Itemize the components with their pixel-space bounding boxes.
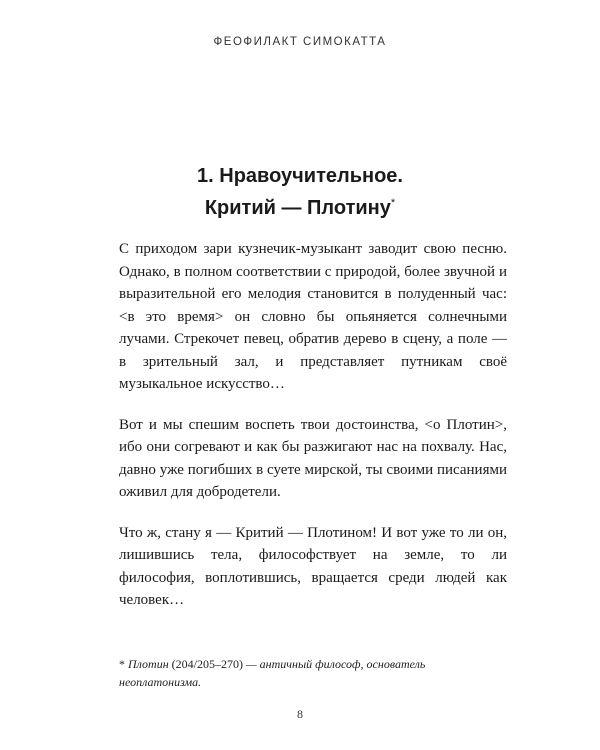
- chapter-title: [0, 163, 600, 222]
- chapter-title-line-2: [0, 190, 600, 222]
- footnote-marker: *: [119, 657, 125, 671]
- footnote-name: Плотин: [128, 657, 169, 671]
- body-text: [119, 238, 507, 630]
- page-number: 8: [297, 707, 303, 721]
- running-head: ФЕОФИЛАКТ СИМОКАТТА: [213, 36, 387, 48]
- paragraph-1: С приходом зари кузнечик-музыкант заводит свою песню. Однако, в полном соответствии с природой, более звучной и выразительной его мелодия становится в полуденный час: <в это время> он словно бы опьяняется солнечными лучами. Стрекочет певец, обратив дерево в сцену, а поле — в зрительный зал, и представляет путникам своё музыкальное искусство…: [119, 241, 507, 392]
- footnote-dates: (204/205–270): [171, 657, 243, 671]
- chapter-title-line-1: 1. Нравоучительное.: [197, 165, 403, 187]
- paragraph-3: Что ж, стану я — Критий — Плотином! И вот уже то ли он, лишившись тела, философствует на земле, то ли философия, воплотившись, вращается среди людей как человек…: [119, 524, 507, 608]
- paragraph-2: Вот и мы спешим воспеть твои достоинства, <о Плотин>, ибо они согревают и как бы разжигают нас на похвалу. Нас, давно уже погибших в суете мирской, ты своими писаниями оживил для добродетели.: [119, 416, 507, 500]
- chapter-title-line-2-text: Критий — Плотину: [204, 197, 391, 219]
- footnote: [119, 655, 507, 691]
- footnote-text: — античный философ, основатель неоплатонизма.: [119, 657, 426, 689]
- footnote-reference[interactable]: *: [390, 197, 396, 209]
